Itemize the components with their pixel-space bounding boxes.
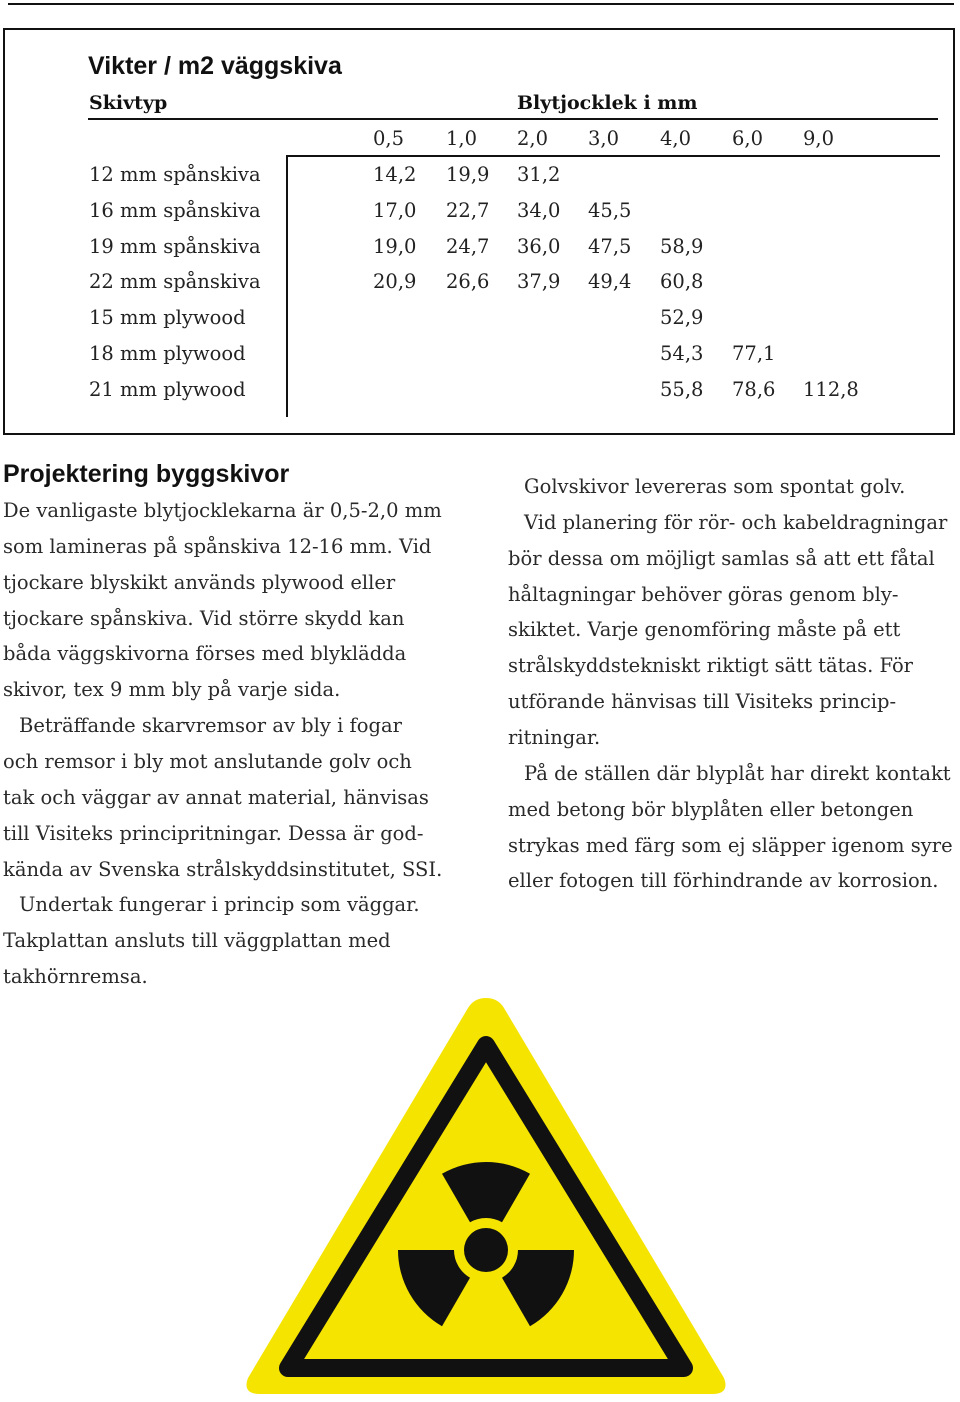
header-rule [88,118,938,120]
table-cell: 52,9 [660,306,704,330]
table-cell: 54,3 [660,342,704,365]
table-row-label: 18 mm plywood [89,342,246,365]
table-row-label: 19 mm spånskiva [89,234,261,258]
text-line: Golvskivor levereras som spontat golv. [524,475,906,498]
table-cell: 22,7 [446,198,490,222]
table-cell: 24,7 [446,234,490,258]
text-line: och remsor i bly mot anslutande golv och [3,749,412,773]
text-line: Beträffande skarvremsor av bly i fogar [19,714,402,738]
text-line: skiktet. Varje genomföring måste på ett [508,618,901,642]
thickness-header-cell: 1,0 [446,127,478,150]
text-line: strålskyddstekniskt riktigt sätt tätas. För [508,654,914,678]
table-row-label: 15 mm plywood [89,306,246,330]
radiation-warning-icon [236,990,736,1400]
text-line: tjockare blyskikt används plywood eller [3,570,396,594]
text-line: De vanligaste blytjocklekarna är 0,5-2,0 mm [3,499,442,522]
table-cell: 19,9 [446,163,490,186]
text-line: Takplattan ansluts till väggplattan med [3,929,391,953]
thickness-rule [288,155,940,157]
table-cell: 45,5 [588,198,632,222]
thickness-header-cell: 0,5 [373,127,405,150]
table-cell: 60,8 [660,270,704,294]
text-line: kända av Svenska strålskyddsinstitutet, SSI. [3,857,443,881]
text-line: tjockare spånskiva. Vid större skydd kan [3,606,405,630]
table-cell: 78,6 [732,377,776,401]
table-cell: 77,1 [732,342,776,365]
text-line: skivor, tex 9 mm bly på varje sida. [3,678,341,702]
text-line: bör dessa om möjligt samlas så att ett fåtal [508,546,935,570]
table-cell: 55,8 [660,377,704,401]
label-divider [286,155,288,417]
text-line: ritningar. [508,725,601,749]
text-line: till Visiteks principritningar. Dessa är god- [3,821,424,845]
table-cell: 37,9 [517,270,561,294]
table-cell: 20,9 [373,270,417,294]
thickness-header-cell: 9,0 [803,127,835,150]
table-cell: 34,0 [517,198,561,222]
column-header-board-type: Skivtyp [89,92,168,114]
thickness-header-cell: 4,0 [660,127,692,150]
thickness-header-cell: 2,0 [517,127,549,150]
table-cell: 47,5 [588,234,632,258]
thickness-header-cell: 3,0 [588,127,620,150]
text-line: Vid planering för rör- och kabeldragningar [524,510,948,534]
text-line: På de ställen där blyplåt har direkt kontakt [524,761,951,785]
table-row-label: 22 mm spånskiva [89,270,261,294]
table-row-label: 21 mm plywood [89,377,246,401]
thickness-header-cell: 6,0 [732,127,764,150]
table-cell: 36,0 [517,234,561,258]
text-line: utförande hänvisas till Visiteks princip- [508,690,897,714]
table-cell: 26,6 [446,270,490,294]
column-header-lead-thickness: Blytjocklek i mm [517,92,698,114]
article-title: Projektering byggskivor [3,460,290,488]
table-cell: 49,4 [588,270,632,294]
table-cell: 112,8 [803,377,859,401]
table-title: Vikter / m2 väggskiva [88,52,342,80]
table-cell: 31,2 [517,163,561,186]
table-cell: 14,2 [373,163,417,186]
text-line: håltagningar behöver göras genom bly- [508,582,899,606]
text-line: tak och väggar av annat material, hänvisas [3,785,429,809]
table-row-label: 12 mm spånskiva [89,163,261,186]
text-line: strykas med färg som ej släpper igenom syre [508,833,953,857]
table-cell: 58,9 [660,234,704,258]
table-cell: 19,0 [373,234,417,258]
table-cell: 17,0 [373,198,417,222]
text-line: som lamineras på spånskiva 12-16 mm. Vid [3,534,432,558]
table-row-label: 16 mm spånskiva [89,198,261,222]
top-rule [8,3,954,5]
text-line: Undertak fungerar i princip som väggar. [19,893,420,917]
text-line: takhörnremsa. [3,965,148,989]
text-line: med betong bör blyplåten eller betongen [508,797,914,821]
text-line: eller fotogen till förhindrande av korrosion. [508,869,939,893]
text-line: båda väggskivorna förses med blyklädda [3,642,407,666]
